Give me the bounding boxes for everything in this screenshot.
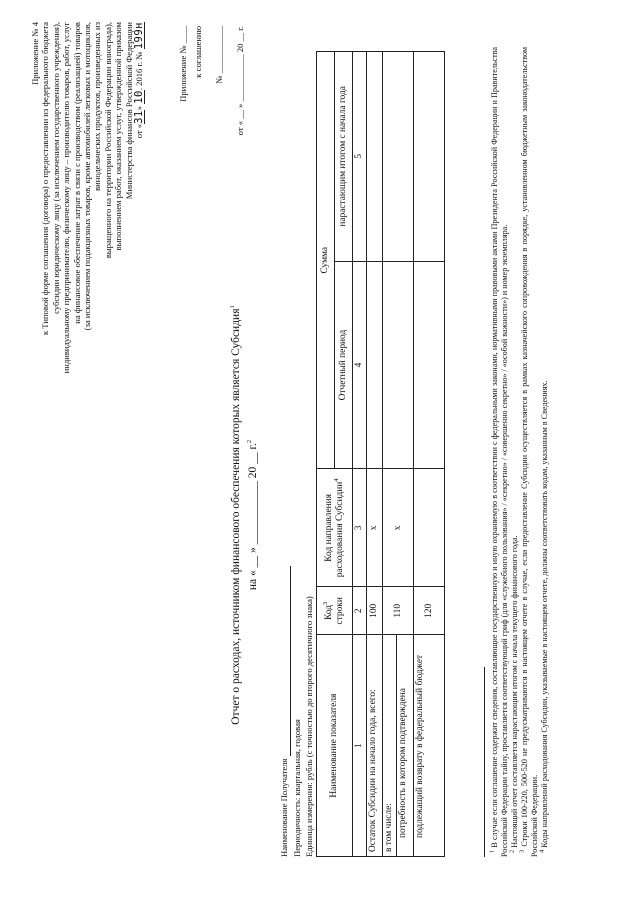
annex-line: Министерства финансов Российской Федерации [123,22,134,200]
column-number: 1 [353,635,367,857]
annex-approval-date: от «31» 10. 2016 г. № 199н [133,22,146,139]
agreement-annex-ref: к соглашению [193,26,203,78]
row-name: подлежащий возврату в федеральный бюджет [414,635,445,857]
row-name: потребность в котором подтверждена [397,635,414,857]
agreement-annex-block [176,26,248,266]
footnote: $^3$ Строки 100-220, 500-520 не предусматриваются в настоящем отчете в случае, если предоставление Субсидии осуществляется в рамках казначейского сопровождения в порядке, установленном бюджетным законодательством Российской Федерации. [518,47,539,857]
row-cumulative-value [383,52,414,262]
annex-block [30,22,145,642]
annex-line: выращенного на территории Российской Федерации винограда), [102,22,113,259]
annex-line: к Типовой форме соглашения (договора) о предоставлении из федерального бюджета [40,22,51,336]
row-period-value [414,261,445,469]
footnote-divider [484,667,485,857]
header-sum: Сумма [317,52,335,469]
report-date: на « __ » ___________ 20 __ г.$^2$ [246,439,259,591]
annex-line: винодельческих продуктов, произведенных из [92,22,103,191]
row-cumulative-value [414,52,445,262]
header-reporting-period: Отчетный период [335,261,353,469]
meta-block [278,357,315,857]
row-period-value [383,261,414,469]
agreement-number: № ___________ [214,26,224,84]
row-direction: x [383,469,414,587]
agreement-date: от « __ » ___________ 20 __ г. [235,26,245,136]
column-number: 2 [353,587,367,635]
header-cumulative: нарастающим итогом с начала года [335,52,353,262]
table-row [367,52,383,857]
recipient-name-label: Наименование Получателя [278,357,291,857]
unit-of-measure: Единица измерения: рубль (с точностью до второго десятичного знака) [304,596,314,857]
row-direction [414,469,445,587]
report-title: Отчет о расходах, источником финансового обеспечения которых является Субсидия$^1$ [229,305,242,725]
footnotes [490,47,550,857]
footnote: $^1$ В случае если соглашение содержит сведения, составляющие государственную и иную охраняемую в соответствии с федеральными законами, нормативными правовыми актами Президента Российской Федерации и Правительства Российской Федерации тайну, проставляется соответствующий гриф (для «служебного пользования» / «секретно» / «совершенно секретно» / «особой важности») и номер экземпляра. [488,47,509,857]
annex-line: на финансовое обеспечение затрат в связи с производством (реализацией) товаров [71,22,82,324]
footnote: $^2$ Настоящий отчет составляется нарастающим итогом с начала текущего финансового года. [508,535,519,853]
table-row [414,52,445,857]
handwritten-day: 31 [133,110,146,124]
table-row [383,52,397,857]
row-period-value [367,261,383,469]
row-code: 110 [383,587,414,635]
column-numbers-row [353,52,367,857]
row-cumulative-value [367,52,383,262]
column-number: 5 [353,52,367,262]
header-line-code: Код$^3$ строки [317,587,353,635]
row-direction: x [367,469,383,587]
column-number: 4 [353,261,367,469]
handwritten-number: 199н [133,22,146,50]
footnote: $^4$ Коды направлений расходования Субсидии, указываемые в настоящем отчете, должны соответствовать кодам, указанным в Сведениях. [538,380,549,853]
annex-line: выполнением работ, оказанием услуг, утвержденной приказом [113,22,124,251]
annex-line: индивидуальному предпринимателю, физическому лицу – производителю товаров, работ, услуг [61,22,72,374]
annex-title: Приложение № 4 [30,22,40,85]
periodicity: Периодичность: квартальная, годовая [292,719,302,857]
column-number: 3 [353,469,367,587]
row-name: Остаток Субсидии на начало года, всего: [367,635,383,857]
handwritten-month: 10 [133,90,146,104]
annex-line: субсидии юридическому лицу (за исключением государственного учреждения), [50,22,61,314]
row-code: 120 [414,587,445,635]
header-indicator-name: Наименование показателя [317,635,353,857]
row-name: в том числе: [383,635,397,857]
annex-line: (за исключением подакцизных товаров, кроме автомобилей легковых и мотоциклов, [82,22,93,331]
agreement-annex-number: Приложение № ____ [178,26,188,102]
report-table [316,51,445,857]
report-title-block [230,235,260,795]
header-direction-code: Код направления расходования Субсидии$^4$ [317,469,353,587]
row-code: 100 [367,587,383,635]
